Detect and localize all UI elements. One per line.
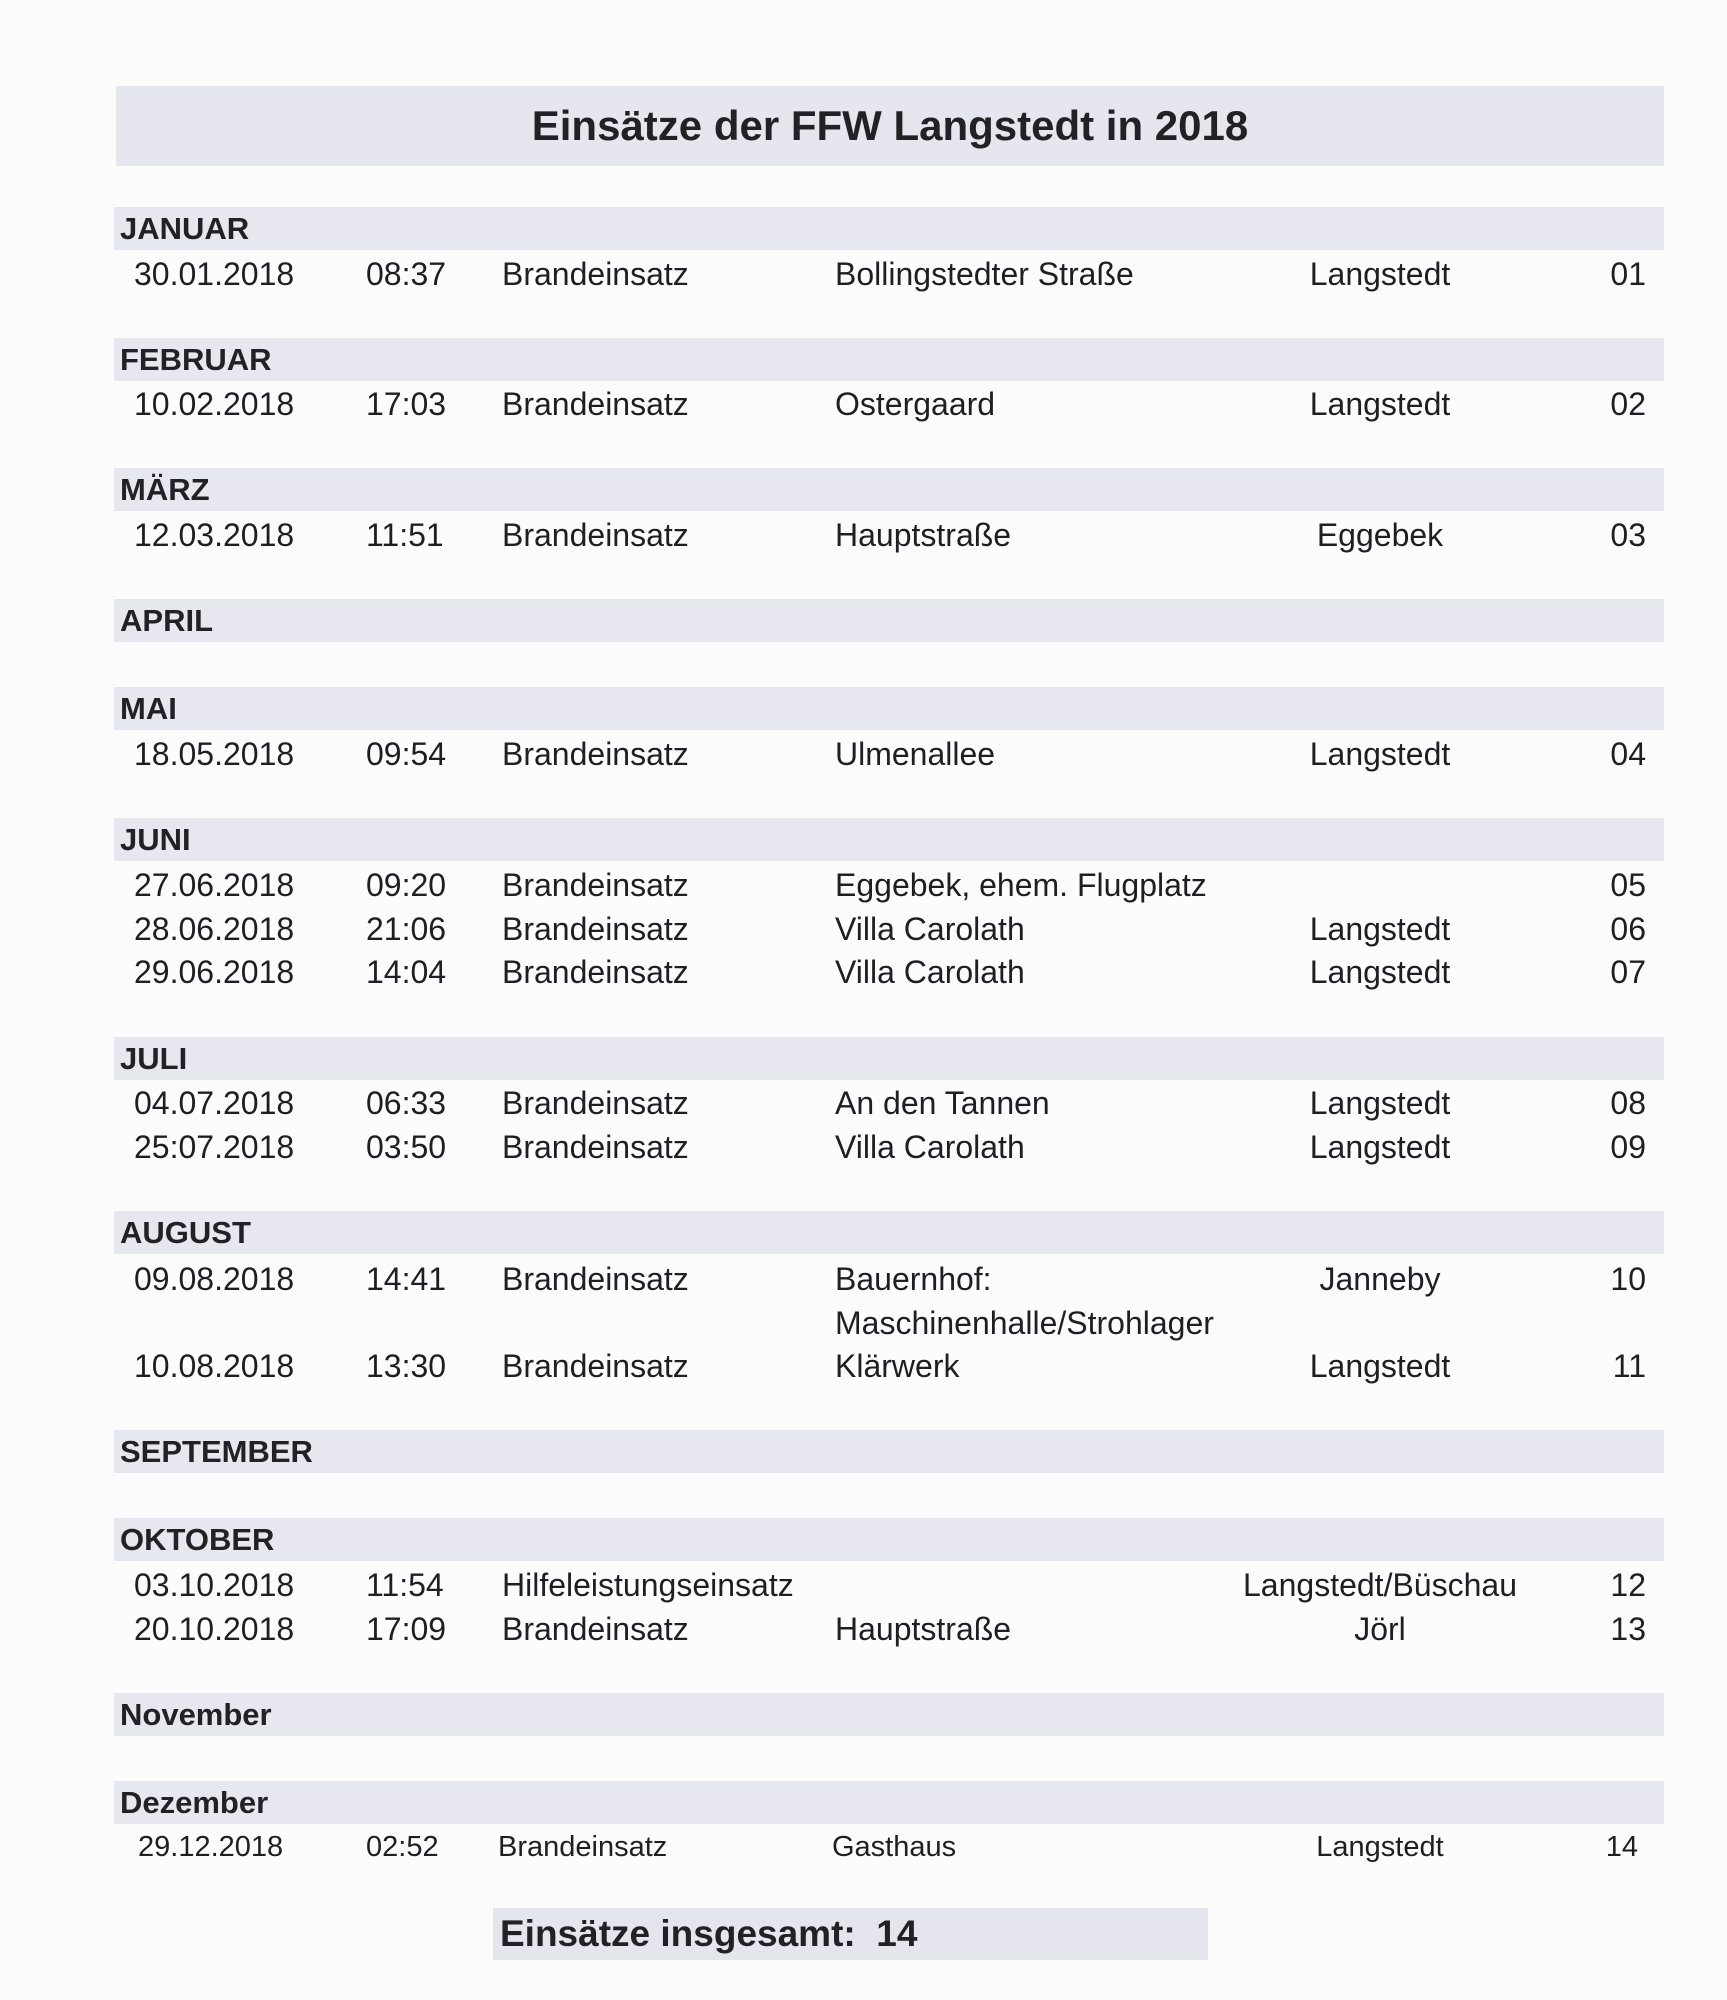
table-row <box>0 1081 1727 1125</box>
type-cell: Brandeinsatz <box>502 1129 689 1165</box>
month-bar <box>114 468 1664 511</box>
location-cell: Klärwerk <box>835 1348 960 1384</box>
place-cell: Langstedt <box>1309 1129 1451 1165</box>
table-row <box>0 1607 1727 1651</box>
number-cell: 03 <box>1610 517 1646 553</box>
type-cell: Brandeinsatz <box>502 736 689 772</box>
time-cell: 11:51 <box>366 517 444 553</box>
time-cell: 03:50 <box>366 1129 447 1165</box>
time-cell: 08:37 <box>366 256 447 292</box>
number-cell: 14 <box>1605 1831 1638 1863</box>
month-bar <box>114 1781 1664 1824</box>
table-row <box>0 1257 1727 1341</box>
location-cell: Hauptstraße <box>835 1611 1012 1647</box>
month-bar <box>114 1518 1664 1561</box>
time-cell: 06:33 <box>366 1085 447 1121</box>
number-cell: 05 <box>1610 867 1646 903</box>
date-cell: 29.06.2018 <box>134 954 295 990</box>
type-cell: Brandeinsatz <box>502 1348 689 1384</box>
month-label: JUNI <box>120 822 191 857</box>
time-cell: 21:06 <box>366 911 447 947</box>
place-cell: Langstedt <box>1309 256 1451 292</box>
date-cell: 09.08.2018 <box>134 1261 295 1297</box>
month-label: APRIL <box>120 603 213 638</box>
type-cell: Brandeinsatz <box>502 911 689 947</box>
month-label: SEPTEMBER <box>120 1434 313 1469</box>
location-cell: Gasthaus <box>832 1831 957 1863</box>
date-cell: 25:07.2018 <box>134 1129 295 1165</box>
month-label: JANUAR <box>120 211 250 246</box>
time-cell: 13:30 <box>366 1348 447 1384</box>
month-label: JULI <box>120 1041 188 1076</box>
month-label: AUGUST <box>120 1215 251 1250</box>
month-bar <box>114 599 1664 642</box>
number-cell: 13 <box>1610 1611 1646 1647</box>
table-row <box>0 863 1727 907</box>
table-row <box>0 1344 1727 1388</box>
time-cell: 09:54 <box>366 736 447 772</box>
place-cell: Langstedt <box>1309 386 1451 422</box>
time-cell: 09:20 <box>366 867 447 903</box>
table-row <box>0 382 1727 426</box>
type-cell: Brandeinsatz <box>502 1611 689 1647</box>
number-cell: 07 <box>1610 954 1646 990</box>
date-cell: 03.10.2018 <box>134 1567 295 1603</box>
number-cell: 09 <box>1610 1129 1646 1165</box>
table-row <box>0 1563 1727 1607</box>
total-label: Einsätze insgesamt: <box>500 1913 856 1954</box>
table-row <box>0 513 1727 557</box>
month-bar <box>114 687 1664 730</box>
date-cell: 10.02.2018 <box>134 386 295 422</box>
location-cell: Villa Carolath <box>835 1129 1025 1165</box>
number-cell: 08 <box>1610 1085 1646 1121</box>
place-cell: Langstedt/Büschau <box>1243 1567 1517 1603</box>
table-row <box>0 1825 1727 1869</box>
location-cell: Ostergaard <box>835 386 996 422</box>
location-cell: An den Tannen <box>835 1085 1050 1121</box>
table-row <box>0 950 1727 994</box>
month-label: November <box>120 1697 272 1732</box>
type-cell: Brandeinsatz <box>502 867 689 903</box>
date-cell: 10.08.2018 <box>134 1348 295 1384</box>
document-title: Einsätze der FFW Langstedt in 2018 <box>531 102 1249 149</box>
date-cell: 04.07.2018 <box>134 1085 295 1121</box>
place-cell: Langstedt <box>1309 911 1451 947</box>
type-cell: Brandeinsatz <box>502 954 689 990</box>
type-cell: Brandeinsatz <box>498 1831 668 1863</box>
time-cell: 17:09 <box>366 1611 447 1647</box>
number-cell: 12 <box>1610 1567 1646 1603</box>
table-row <box>0 1125 1727 1169</box>
location-cell: Bollingstedter Straße <box>835 256 1134 292</box>
time-cell: 17:03 <box>366 386 447 422</box>
number-cell: 06 <box>1610 911 1646 947</box>
time-cell: 02:52 <box>366 1831 439 1863</box>
place-cell: Langstedt <box>1309 954 1451 990</box>
month-bar <box>114 207 1664 250</box>
type-cell: Brandeinsatz <box>502 517 689 553</box>
month-label: FEBRUAR <box>120 342 272 377</box>
time-cell: 14:41 <box>366 1261 447 1297</box>
location-cell: Villa Carolath <box>835 954 1025 990</box>
place-cell: Janneby <box>1319 1261 1441 1297</box>
month-bar <box>114 1693 1664 1736</box>
type-cell: Brandeinsatz <box>502 256 689 292</box>
type-cell: Brandeinsatz <box>502 386 689 422</box>
month-label: MÄRZ <box>120 472 210 507</box>
total-value: 14 <box>876 1913 918 1954</box>
number-cell: 02 <box>1610 386 1646 422</box>
month-label: Dezember <box>120 1785 269 1820</box>
table-row <box>0 732 1727 776</box>
date-cell: 27.06.2018 <box>134 867 295 903</box>
table-row <box>0 907 1727 951</box>
location-cell: Villa Carolath <box>835 911 1025 947</box>
month-bar <box>114 818 1664 861</box>
location-cell: Bauernhof: Maschinenhalle/Strohlager <box>835 1261 1214 1341</box>
number-cell: 10 <box>1610 1261 1646 1297</box>
month-bar <box>114 1430 1664 1473</box>
number-cell: 04 <box>1610 736 1646 772</box>
place-cell: Eggebek <box>1316 517 1444 553</box>
number-cell: 11 <box>1612 1348 1646 1384</box>
table-row <box>0 252 1727 296</box>
place-cell: Langstedt <box>1309 1085 1451 1121</box>
date-cell: 28.06.2018 <box>134 911 295 947</box>
location-cell: Ulmenallee <box>835 736 996 772</box>
type-cell: Brandeinsatz <box>502 1261 689 1297</box>
date-cell: 18.05.2018 <box>134 736 295 772</box>
month-label: MAI <box>120 691 177 726</box>
location-cell: Hauptstraße <box>835 517 1012 553</box>
date-cell: 12.03.2018 <box>134 517 295 553</box>
number-cell: 01 <box>1610 256 1646 292</box>
month-label: OKTOBER <box>120 1522 275 1557</box>
time-cell: 11:54 <box>366 1567 444 1603</box>
total-summary <box>500 1908 917 1960</box>
place-cell: Langstedt <box>1316 1831 1444 1863</box>
place-cell: Langstedt <box>1309 736 1451 772</box>
month-bar <box>114 338 1664 381</box>
time-cell: 14:04 <box>366 954 447 990</box>
place-cell: Langstedt <box>1309 1348 1451 1384</box>
type-cell: Brandeinsatz <box>502 1085 689 1121</box>
month-bar <box>114 1211 1664 1254</box>
type-cell: Hilfeleistungseinsatz <box>502 1567 794 1603</box>
month-bar <box>114 1037 1664 1080</box>
location-cell: Eggebek, ehem. Flugplatz <box>835 867 1207 903</box>
date-cell: 30.01.2018 <box>134 256 295 292</box>
date-cell: 29.12.2018 <box>138 1831 284 1863</box>
date-cell: 20.10.2018 <box>134 1611 295 1647</box>
place-cell: Jörl <box>1354 1611 1406 1647</box>
